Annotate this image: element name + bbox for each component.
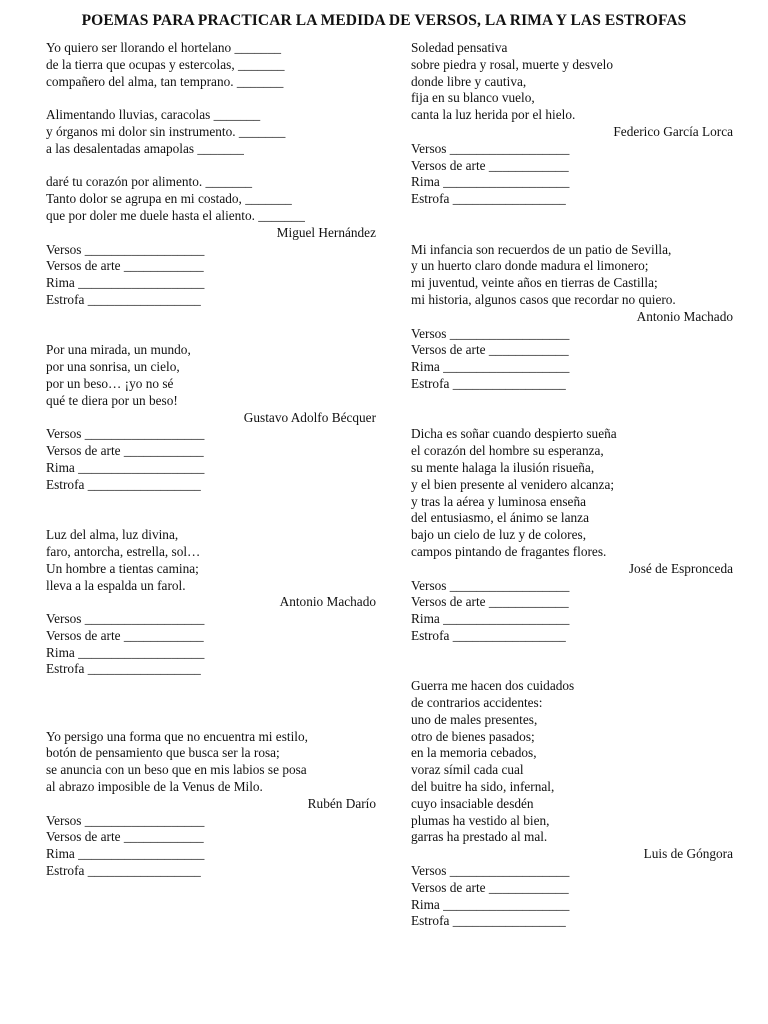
poem-line: que por doler me duele hasta el aliento. _______ bbox=[46, 207, 305, 223]
poem-line: botón de pensamiento que busca ser la rosa; bbox=[46, 745, 280, 761]
stanza-gap bbox=[46, 90, 376, 107]
poem-line: Un hombre a tientas camina; bbox=[46, 560, 199, 576]
estrofa-field[interactable]: Estrofa _________________ bbox=[46, 661, 201, 677]
poem-line: lleva a la espalda un farol. bbox=[46, 577, 186, 593]
versos-field[interactable]: Versos __________________ bbox=[411, 577, 570, 593]
poem-author: Rubén Darío bbox=[307, 795, 376, 811]
poem-line: su mente halaga la ilusión risueña, bbox=[411, 459, 595, 475]
estrofa-field[interactable]: Estrofa _________________ bbox=[46, 291, 201, 307]
block-gap bbox=[411, 661, 733, 678]
poem-line: el corazón del hombre su esperanza, bbox=[411, 443, 604, 459]
poem-line: bajo un cielo de luz y de colores, bbox=[411, 527, 587, 543]
poem-block bbox=[411, 40, 733, 208]
poem-block bbox=[46, 342, 376, 493]
stanza-gap bbox=[46, 158, 376, 175]
poem-line: en la memoria cebados, bbox=[411, 745, 537, 761]
poem-line: Guerra me hacen dos cuidados bbox=[411, 678, 575, 694]
block-gap bbox=[46, 309, 376, 326]
versos-field[interactable]: Versos __________________ bbox=[46, 426, 205, 442]
poem-author: Antonio Machado bbox=[279, 594, 376, 610]
versos-de-arte-field[interactable]: Versos de arte ____________ bbox=[411, 157, 569, 173]
versos-field[interactable]: Versos __________________ bbox=[46, 241, 205, 257]
rima-field[interactable]: Rima ___________________ bbox=[411, 896, 570, 912]
poem-line: y un huerto claro donde madura el limonero; bbox=[411, 258, 649, 274]
versos-field[interactable]: Versos __________________ bbox=[46, 611, 205, 627]
poem-line: y el bien presente al venidero alcanza; bbox=[411, 476, 615, 492]
versos-field[interactable]: Versos __________________ bbox=[411, 863, 570, 879]
versos-field[interactable]: Versos __________________ bbox=[411, 325, 570, 341]
rima-field[interactable]: Rima ___________________ bbox=[46, 459, 205, 475]
poem-line: se anuncia con un beso que en mis labios se posa bbox=[46, 762, 307, 778]
block-gap bbox=[46, 510, 376, 527]
versos-field[interactable]: Versos __________________ bbox=[411, 140, 570, 156]
rima-field[interactable]: Rima ___________________ bbox=[411, 611, 570, 627]
estrofa-field[interactable]: Estrofa _________________ bbox=[411, 191, 566, 207]
poem-line: mi historia, algunos casos que recordar no quiero. bbox=[411, 291, 676, 307]
rima-field[interactable]: Rima ___________________ bbox=[46, 644, 205, 660]
poem-line: cuyo insaciable desdén bbox=[411, 795, 534, 811]
estrofa-field[interactable]: Estrofa _________________ bbox=[46, 476, 201, 492]
poem-line: por un beso… ¡yo no sé bbox=[46, 375, 174, 391]
poem-block bbox=[411, 242, 733, 393]
poem-block bbox=[46, 729, 376, 880]
poem-line: Luz del alma, luz divina, bbox=[46, 527, 179, 543]
poem-line: Yo quiero ser llorando el hortelano _______ bbox=[46, 40, 281, 55]
block-gap bbox=[411, 225, 733, 242]
versos-de-arte-field[interactable]: Versos de arte ____________ bbox=[411, 342, 569, 358]
poem-author: Antonio Machado bbox=[636, 308, 733, 324]
poem-line: fija en su blanco vuelo, bbox=[411, 90, 535, 106]
poem-author: José de Espronceda bbox=[628, 560, 733, 576]
poem-line: campos pintando de fragantes flores. bbox=[411, 543, 607, 559]
block-gap bbox=[46, 678, 376, 695]
poem-line: mi juventud, veinte años en tierras de Castilla; bbox=[411, 275, 658, 291]
versos-de-arte-field[interactable]: Versos de arte ____________ bbox=[46, 829, 204, 845]
poem-block bbox=[46, 527, 376, 678]
block-gap bbox=[411, 208, 733, 225]
poem-line: Mi infancia son recuerdos de un patio de Sevilla, bbox=[411, 241, 672, 257]
poem-line: y tras la aérea y luminosa enseña bbox=[411, 493, 587, 509]
estrofa-field[interactable]: Estrofa _________________ bbox=[411, 913, 566, 929]
poem-block bbox=[411, 678, 733, 930]
versos-de-arte-field[interactable]: Versos de arte ____________ bbox=[411, 879, 569, 895]
poem-line: voraz símil cada cual bbox=[411, 762, 524, 778]
poem-line: Soledad pensativa bbox=[411, 40, 508, 55]
block-gap bbox=[411, 645, 733, 662]
versos-de-arte-field[interactable]: Versos de arte ____________ bbox=[46, 258, 204, 274]
poem-line: qué te diera por un beso! bbox=[46, 392, 178, 408]
block-gap bbox=[411, 393, 733, 410]
poem-line: donde libre y cautiva, bbox=[411, 73, 527, 89]
right-column bbox=[411, 40, 733, 930]
block-gap bbox=[46, 695, 376, 712]
poem-line: de contrarios accidentes: bbox=[411, 695, 543, 711]
poem-line: a las desalentadas amapolas _______ bbox=[46, 140, 244, 156]
rima-field[interactable]: Rima ___________________ bbox=[411, 359, 570, 375]
poem-line: Tanto dolor se agrupa en mi costado, _______ bbox=[46, 191, 292, 207]
block-gap bbox=[46, 494, 376, 511]
poem-line: sobre piedra y rosal, muerte y desvelo bbox=[411, 56, 613, 72]
poem-block bbox=[46, 40, 376, 309]
poem-line: faro, antorcha, estrella, sol… bbox=[46, 543, 201, 559]
poem-line: y órganos mi dolor sin instrumento. _______ bbox=[46, 123, 286, 139]
poem-line: del buitre ha sido, infernal, bbox=[411, 779, 555, 795]
poem-line: del entusiasmo, el ánimo se lanza bbox=[411, 510, 589, 526]
poem-line: por una sonrisa, un cielo, bbox=[46, 359, 180, 375]
versos-de-arte-field[interactable]: Versos de arte ____________ bbox=[46, 443, 204, 459]
versos-de-arte-field[interactable]: Versos de arte ____________ bbox=[46, 627, 204, 643]
versos-de-arte-field[interactable]: Versos de arte ____________ bbox=[411, 594, 569, 610]
block-gap bbox=[411, 410, 733, 427]
poem-line: Por una mirada, un mundo, bbox=[46, 342, 191, 358]
poem-line: Dicha es soñar cuando despierto sueña bbox=[411, 426, 617, 442]
estrofa-field[interactable]: Estrofa _________________ bbox=[411, 375, 566, 391]
poem-author: Miguel Hernández bbox=[276, 224, 376, 240]
block-gap bbox=[46, 712, 376, 729]
block-gap bbox=[46, 326, 376, 343]
poem-author: Gustavo Adolfo Bécquer bbox=[243, 409, 376, 425]
poem-line: canta la luz herida por el hielo. bbox=[411, 107, 576, 123]
poem-line: plumas ha vestido al bien, bbox=[411, 812, 550, 828]
poem-author: Federico García Lorca bbox=[613, 123, 733, 139]
poem-line: daré tu corazón por alimento. _______ bbox=[46, 174, 253, 190]
poem-line: al abrazo imposible de la Venus de Milo. bbox=[46, 779, 263, 795]
poem-line: compañero del alma, tan temprano. _______ bbox=[46, 73, 284, 89]
estrofa-field[interactable]: Estrofa _________________ bbox=[411, 627, 566, 643]
poem-author: Luis de Góngora bbox=[643, 846, 733, 862]
poem-line: uno de males presentes, bbox=[411, 711, 538, 727]
poem-line: de la tierra que ocupas y estercolas, _______ bbox=[46, 56, 285, 72]
poem-line: garras ha prestado al mal. bbox=[411, 829, 548, 845]
rima-field[interactable]: Rima ___________________ bbox=[46, 275, 205, 291]
rima-field[interactable]: Rima ___________________ bbox=[411, 174, 570, 190]
poem-line: Alimentando lluvias, caracolas _______ bbox=[46, 107, 261, 123]
poem-block bbox=[411, 426, 733, 644]
poem-line: otro de bienes pasados; bbox=[411, 728, 535, 744]
estrofa-field[interactable]: Estrofa _________________ bbox=[46, 863, 201, 879]
versos-field[interactable]: Versos __________________ bbox=[46, 812, 205, 828]
rima-field[interactable]: Rima ___________________ bbox=[46, 846, 205, 862]
left-column bbox=[46, 40, 376, 880]
page-title: POEMAS PARA PRACTICAR LA MEDIDA DE VERSOS, LA RIMA Y LAS ESTROFAS bbox=[81, 12, 687, 29]
poem-line: Yo persigo una forma que no encuentra mi estilo, bbox=[46, 728, 308, 744]
